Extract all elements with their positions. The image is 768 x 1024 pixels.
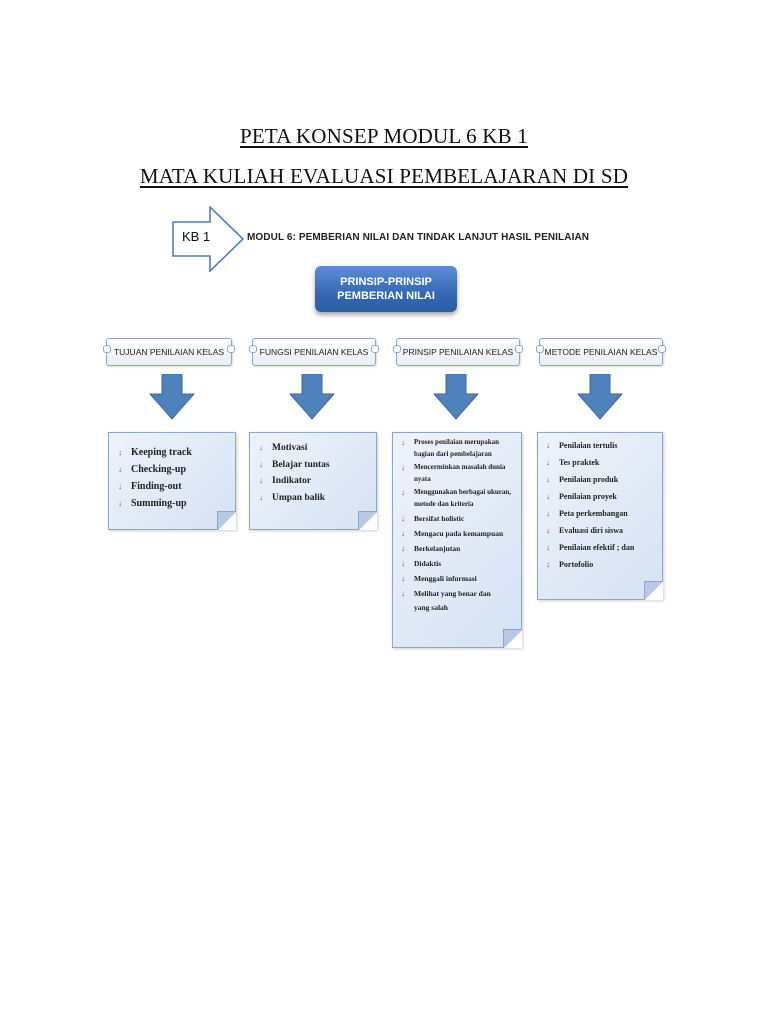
header-prinsip-label: PRINSIP PENILAIAN KELAS bbox=[402, 347, 514, 357]
list-item: ↓ Checking-up bbox=[118, 461, 229, 478]
header-fungsi bbox=[252, 338, 376, 366]
list-item: ↓ Umpan balik bbox=[259, 490, 370, 507]
list-item: ↓ Penilaian tertulis bbox=[546, 437, 656, 454]
list-item: ↓ Mencerminkan masalah dunia nyata bbox=[401, 462, 515, 485]
central-line-2: PEMBERIAN NILAI bbox=[337, 290, 435, 302]
kb-label: KB 1 bbox=[182, 229, 211, 244]
header-metode bbox=[539, 338, 663, 366]
list-item: ↓ Didaktis bbox=[401, 557, 515, 570]
list-item: ↓ Motivasi bbox=[259, 440, 370, 457]
list-item: ↓ Indikator bbox=[259, 473, 370, 490]
page-fold bbox=[644, 581, 663, 600]
list-item: ↓ Keeping track bbox=[118, 444, 229, 461]
list-item: ↓ Penilaian efektif ; dan bbox=[546, 539, 656, 556]
page-title: PETA KONSEP MODUL 6 KB 1 bbox=[239, 124, 528, 148]
central-line-1: PRINSIP-PRINSIP bbox=[340, 276, 432, 288]
list-item: ↓ Summing-up bbox=[118, 495, 229, 512]
header-tujuan-label: TUJUAN PENILAIAN KELAS bbox=[113, 347, 225, 357]
page-fold bbox=[503, 629, 522, 648]
list-item: ↓ Belajar tuntas bbox=[259, 457, 370, 474]
list-item: ↓ Berkelanjutan bbox=[401, 542, 515, 555]
list-item: ↓ Menggunakan berbagai ukuran, metode dan kriteria bbox=[401, 487, 515, 510]
box-fungsi bbox=[249, 432, 377, 530]
list-item: ↓ Tes praktek bbox=[546, 454, 656, 471]
header-prinsip bbox=[396, 338, 520, 366]
box-metode bbox=[537, 432, 663, 600]
page-subtitle: MATA KULIAH EVALUASI PEMBELAJARAN DI SD bbox=[139, 164, 629, 188]
list-item: ↓ Proses penilaian merupakan bagian dari pembelajaran bbox=[401, 437, 515, 460]
list-item: ↓ Mengacu pada kemampuan bbox=[401, 527, 515, 540]
list-item: ↓ Portofolio bbox=[546, 556, 656, 573]
list-item: ↓ Menggali informasi bbox=[401, 572, 515, 585]
header-fungsi-label: FUNGSI PENILAIAN KELAS bbox=[259, 347, 369, 357]
list-item: ↓ Penilaian produk bbox=[546, 471, 656, 488]
box-prinsip bbox=[392, 432, 522, 648]
down-arrow-icon bbox=[577, 374, 623, 420]
down-arrow-icon bbox=[289, 374, 335, 420]
list-item: ↓ Finding-out bbox=[118, 478, 229, 495]
page-fold bbox=[217, 511, 236, 530]
list-item: ↓ Peta perkembangan bbox=[546, 505, 656, 522]
modul-label: MODUL 6: PEMBERIAN NILAI DAN TINDAK LANJUT HASIL PENILAIAN bbox=[247, 232, 590, 243]
header-metode-label: METODE PENILAIAN KELAS bbox=[544, 347, 658, 357]
page-fold bbox=[358, 511, 377, 530]
central-node bbox=[315, 266, 457, 312]
down-arrow-icon bbox=[149, 374, 195, 420]
down-arrow-icon bbox=[433, 374, 479, 420]
list-item: ↓ Evaluasi diri siswa bbox=[546, 522, 656, 539]
list-item: ↓ Melihat yang benar dan yang salah bbox=[401, 587, 515, 615]
list-item: ↓ Bersifat holistic bbox=[401, 512, 515, 525]
header-tujuan bbox=[106, 338, 232, 366]
list-item: ↓ Penilaian proyek bbox=[546, 488, 656, 505]
box-tujuan bbox=[108, 432, 236, 530]
